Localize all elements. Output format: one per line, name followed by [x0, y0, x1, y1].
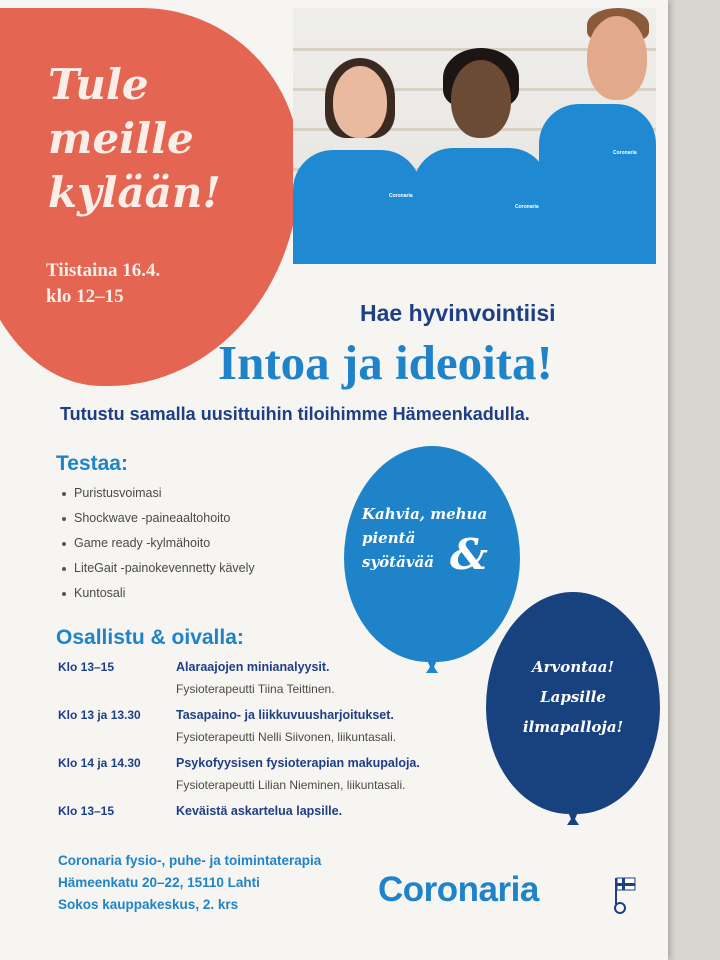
list-item: Kuntosali [62, 586, 255, 611]
schedule-who: Fysioterapeutti Lilian Nieminen, liikuntasali. [176, 778, 406, 792]
address-block [58, 850, 321, 916]
schedule-time: Klo 13–15 [58, 660, 115, 674]
ampersand: & [450, 530, 488, 579]
testaa-list [62, 486, 255, 611]
intro-text: Tutustu samalla uusittuihin tiloihimme Hämeenkadulla. [60, 404, 530, 424]
balloon-knot [424, 660, 440, 674]
address-line: Sokos kauppakeskus, 2. krs [58, 897, 239, 912]
list-item: Shockwave -paineaaltohoito [62, 511, 255, 536]
balloon-knot [565, 812, 581, 826]
address-line: Hämeenkatu 20–22, 15110 Lahti [58, 875, 260, 890]
subheadline: Hae hyvinvointiisi [360, 300, 556, 326]
headline-line: meille [48, 114, 194, 163]
testaa-heading: Testaa: [56, 452, 128, 475]
balloon-text-line: ilmapalloja! [522, 718, 624, 736]
schedule-who: Fysioterapeutti Nelli Siivonen, liikuntasali. [176, 730, 397, 744]
schedule-time: Klo 13 ja 13.30 [58, 708, 141, 722]
schedule-time: Klo 14 ja 14.30 [58, 756, 141, 770]
shirt-logo: Coronaria [389, 193, 413, 199]
balloon-blue-text [362, 502, 512, 574]
person-right [539, 8, 656, 264]
list-item: Game ready -kylmähoito [62, 536, 255, 561]
person-middle [409, 8, 549, 264]
headline-line: Tule [48, 60, 149, 109]
address-line: Coronaria fysio-, puhe- ja toimintaterapia [58, 853, 322, 868]
coronaria-logo: Coronaria [378, 870, 539, 909]
list-item: LiteGait -painokevennetty kävely [62, 561, 255, 586]
schedule-who: Fysioterapeutti Tiina Teittinen. [176, 682, 335, 696]
event-date [46, 258, 160, 310]
schedule-title: Alaraajojen minianalyysit. [176, 660, 330, 674]
osallistu-heading: Osallistu & oivalla: [56, 626, 244, 649]
list-item: Puristusvoimasi [62, 486, 255, 511]
date-line: klo 12–15 [46, 286, 124, 307]
schedule-title: Tasapaino- ja liikkuvuusharjoitukset. [176, 708, 394, 722]
balloon-text-line: pientä [362, 529, 416, 547]
headline-line: kylään! [48, 168, 221, 217]
date-line: Tiistaina 16.4. [46, 260, 161, 281]
shirt-logo: Coronaria [515, 204, 539, 210]
balloon-text-line: Arvontaa! [531, 658, 615, 676]
balloon-text-line: Kahvia, mehua [362, 505, 488, 523]
balloon-text-line: Lapsille [540, 688, 606, 706]
shirt-logo: Coronaria [613, 150, 637, 156]
schedule-title: Keväistä askartelua lapsille. [176, 804, 343, 818]
balloon-navy-text [498, 652, 648, 742]
headline [48, 58, 221, 220]
staff-photo [293, 8, 656, 264]
main-title: Intoa ja ideoita! [218, 335, 553, 390]
balloon-text-line: syötävää [362, 553, 434, 571]
schedule-time: Klo 13–15 [58, 804, 115, 818]
key-flag-icon [612, 876, 638, 914]
schedule-title: Psykofyysisen fysioterapian makupaloja. [176, 756, 420, 770]
